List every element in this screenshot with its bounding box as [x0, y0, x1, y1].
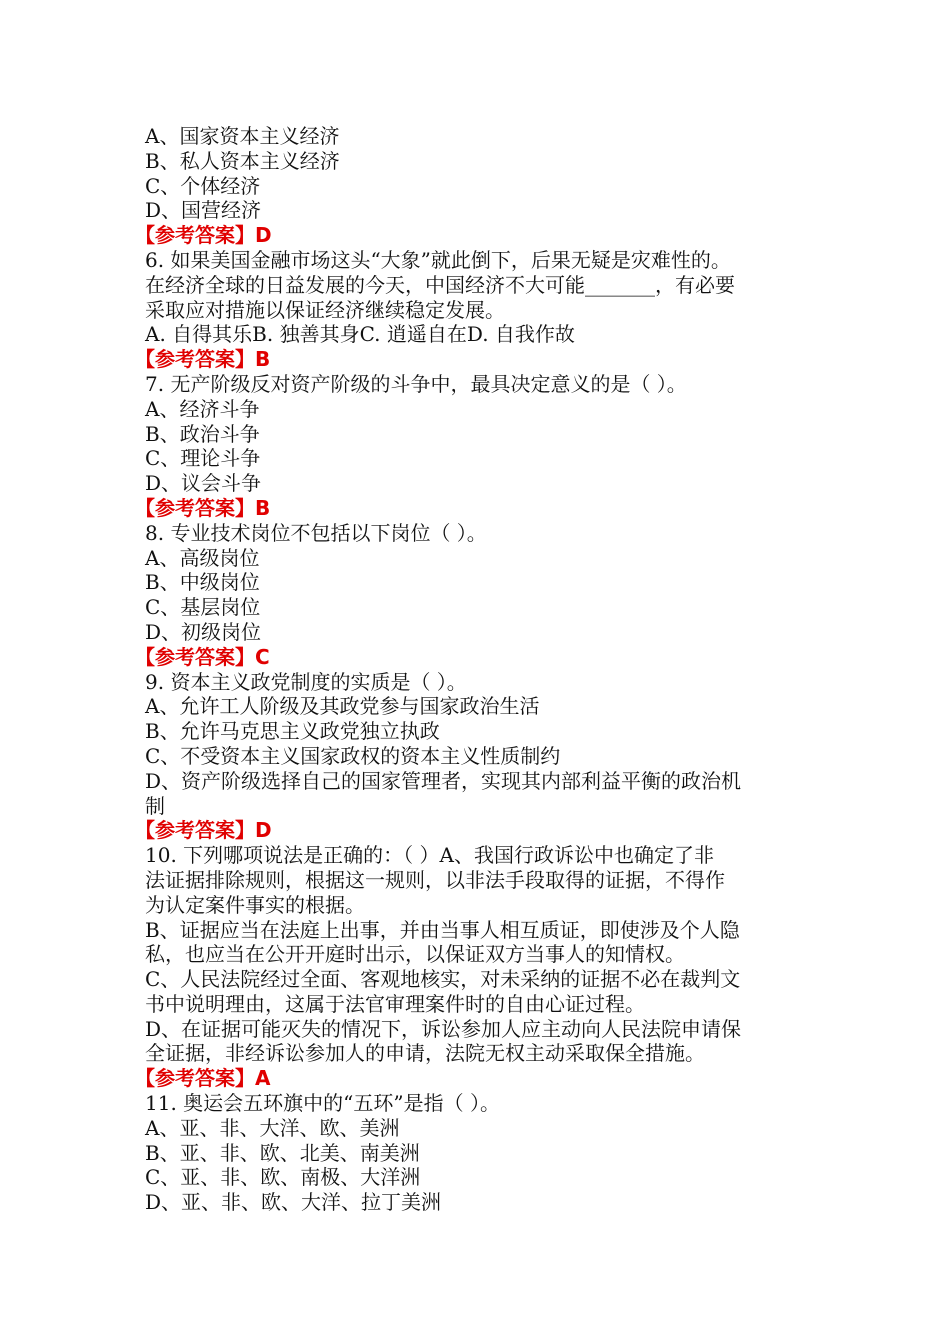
- option-line: D、资产阶级选择自己的国家管理者，实现其内部利益平衡的政治机: [145, 768, 742, 793]
- option-line: 全证据，非经诉讼参加人的申请，法院无权主动采取保全措施。: [145, 1041, 705, 1066]
- answer-line: 【参考答案】D: [135, 818, 272, 843]
- option-line: B、中级岗位: [145, 570, 260, 595]
- option-line: 书中说明理由，这属于法官审理案件时的自由心证过程。: [145, 991, 645, 1016]
- question-line: 为认定案件事实的根据。: [145, 892, 365, 917]
- option-line: A、国家资本主义经济: [145, 124, 340, 148]
- option-line: B、允许马克思主义政党独立执政: [145, 719, 440, 744]
- option-line: A、亚、非、大洋、欧、美洲: [145, 1115, 400, 1140]
- option-line: B、证据应当在法庭上出事，并由当事人相互质证，即使涉及个人隐: [145, 917, 740, 942]
- option-line: D、国营经济: [145, 198, 262, 223]
- option-line: B、政治斗争: [145, 421, 260, 446]
- option-line: B、亚、非、欧、北美、南美洲: [145, 1140, 420, 1165]
- option-line: C、不受资本主义国家政权的资本主义性质制约: [145, 743, 561, 768]
- question-line: 8. 专业技术岗位不包括以下岗位（ ）。: [145, 520, 487, 545]
- question-line: 7. 无产阶级反对资产阶级的斗争中，最具决定意义的是（ ）。: [145, 371, 687, 396]
- option-line: D、亚、非、欧、大洋、拉丁美洲: [145, 1190, 442, 1215]
- question-line: 法证据排除规则，根据这一规则，以非法手段取得的证据，不得作: [145, 867, 725, 892]
- option-line: A. 自得其乐B. 独善其身C. 逍遥自在D. 自我作故: [145, 322, 575, 347]
- option-line: D、议会斗争: [145, 471, 262, 496]
- question-line: 11. 奥运会五环旗中的“五环”是指（ ）。: [145, 1091, 500, 1116]
- question-line: 10. 下列哪项说法是正确的：（ ）A、我国行政诉讼中也确定了非: [145, 843, 714, 868]
- option-line: 私，也应当在公开开庭时出示，以保证双方当事人的知情权。: [145, 942, 685, 967]
- option-line: 制: [145, 793, 165, 818]
- option-line: A、经济斗争: [145, 396, 260, 421]
- option-line: A、允许工人阶级及其政党参与国家政治生活: [145, 694, 540, 719]
- option-line: C、人民法院经过全面、客观地核实，对未采纳的证据不必在裁判文: [145, 967, 741, 992]
- answer-line: 【参考答案】D: [135, 223, 272, 248]
- document-page: [135, 124, 825, 1215]
- answer-line: 【参考答案】C: [135, 644, 270, 669]
- question-line: 采取应对措施以保证经济继续稳定发展。: [145, 297, 505, 322]
- question-line: 在经济全球的日益发展的今天，中国经济不大可能_______，有必要: [145, 272, 735, 297]
- option-line: D、初级岗位: [145, 619, 262, 644]
- option-line: C、基层岗位: [145, 595, 261, 620]
- question-line: 9. 资本主义政党制度的实质是（ ）。: [145, 669, 467, 694]
- option-line: A、高级岗位: [145, 545, 260, 570]
- option-line: D、在证据可能灭失的情况下，诉讼参加人应主动向人民法院申请保: [145, 1016, 742, 1041]
- answer-line: 【参考答案】B: [135, 495, 271, 520]
- option-line: B、私人资本主义经济: [145, 148, 340, 173]
- question-line: 6. 如果美国金融市场这头“大象”就此倒下，后果无疑是灾难性的。: [145, 247, 731, 272]
- answer-line: 【参考答案】B: [135, 347, 271, 372]
- option-line: C、理论斗争: [145, 446, 261, 471]
- option-line: C、个体经济: [145, 173, 261, 198]
- option-line: C、亚、非、欧、南极、大洋洲: [145, 1165, 421, 1190]
- answer-line: 【参考答案】A: [135, 1066, 271, 1091]
